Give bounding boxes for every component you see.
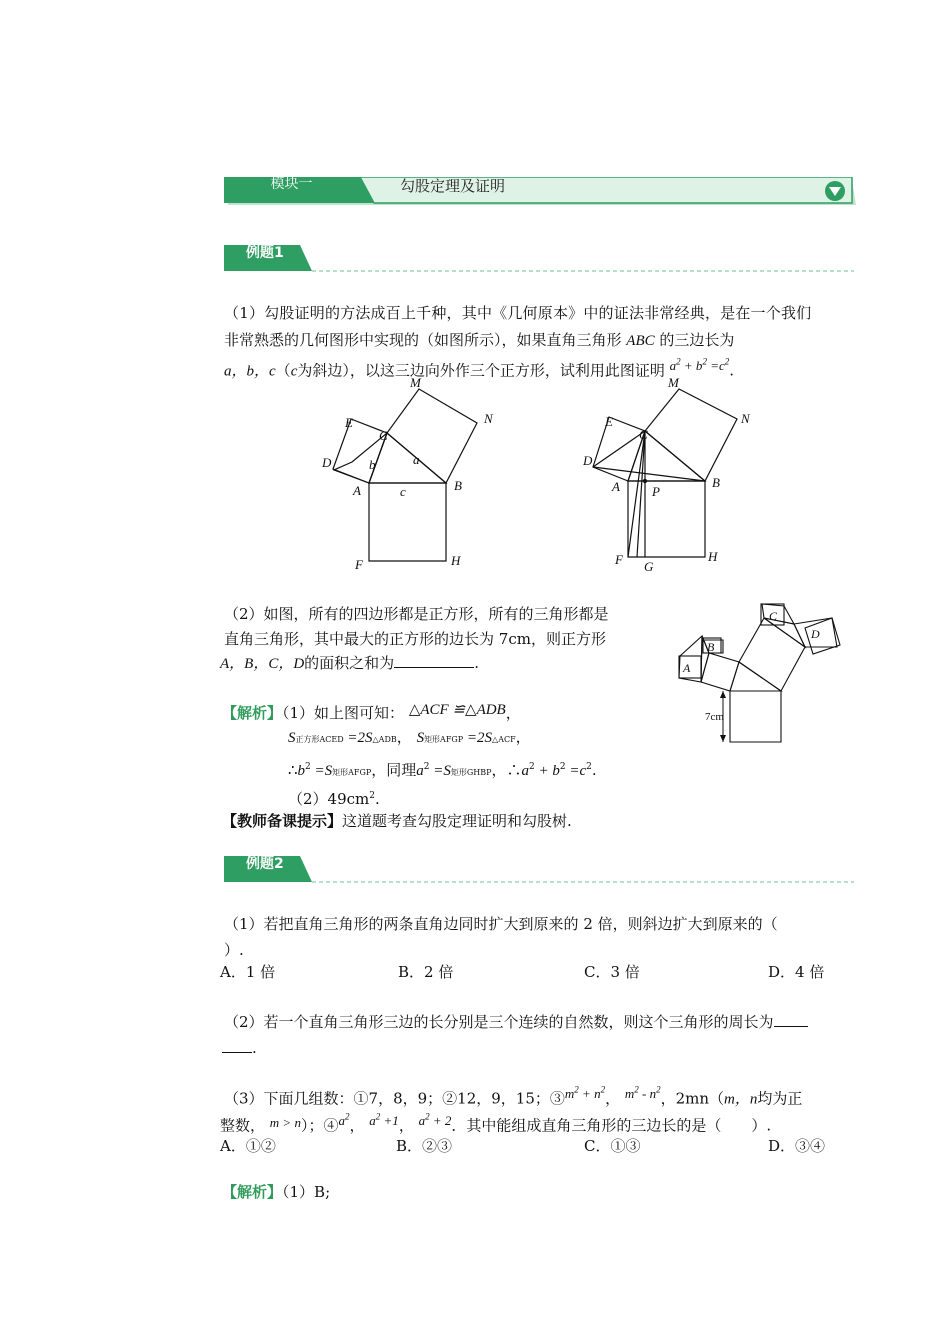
fig2-label-E: E — [605, 414, 613, 429]
pythagorean-formula: $a^2 + b^2 =c^2$ — [669, 357, 730, 374]
ex2-q3-option-a[interactable]: A．①② — [220, 1137, 276, 1155]
fig2-label-N: N — [741, 411, 750, 426]
fig2-label-H: H — [708, 549, 718, 564]
ex2-solution: 【解析】（1）B; — [222, 1183, 331, 1201]
fig2-label-B: B — [712, 475, 720, 490]
ex1-p2-line1: （2）如图，所有的四边形都是正方形，所有的三角形都是 — [224, 605, 609, 623]
module-label: 模块一 — [224, 177, 359, 203]
ex2-q1-option-c[interactable]: C．3 倍 — [584, 963, 640, 981]
fig3-label-A: A — [683, 661, 691, 675]
ex1-p1-line1: （1）勾股证明的方法成百上千种，其中《几何原本》中的证法非常经典，是在一个我们 — [224, 304, 812, 322]
module-title: 勾股定理及证明 — [400, 177, 506, 195]
ex1-teacher-tip: 【教师备课提示】这道题考查勾股定理证明和勾股树. — [222, 812, 572, 830]
ex1-solution-line4: $(2)49cm^2$. — [288, 790, 380, 808]
ex2-q1-option-b[interactable]: B．2 倍 — [398, 963, 454, 981]
ex1-p2-line3: A，B，C，D的面积之和为 . — [220, 654, 479, 672]
ex1-solution-line1: 【解析】（1）如上图可知： △ACF ≌△ADB， — [222, 702, 521, 722]
fig3-label-C: C — [769, 609, 778, 623]
fig1-label-C: C — [379, 428, 388, 443]
fig2-label-G: G — [644, 559, 654, 574]
ex2-q1-line2: ）. — [224, 941, 244, 959]
chevron-down-icon — [824, 180, 846, 202]
ex1-p2-line2: 直角三角形，其中最大的正方形的边长为 7cm，则正方形 — [224, 630, 606, 648]
fig1-label-B: B — [454, 478, 462, 493]
collapse-toggle-button[interactable] — [824, 180, 846, 202]
q2-answer-blank[interactable] — [774, 1012, 808, 1027]
ex2-q2-line1: （2）若一个直角三角形三边的长分别是三个连续的自然数，则这个三角形的周长为 — [224, 1012, 808, 1032]
ex1-p1-line3: a，b，c（c为斜边），以这三边向外作三个正方形，试利用此图证明 $a^2 + b^2 =c^2$. — [224, 357, 735, 380]
ex2-q3-line1: （3）下面几组数：①7，8，9；②12，9，15；$③m^2 + n^2$， $m^2 - n^2$，2mn（m，n均为正 — [224, 1085, 803, 1108]
example1-tab-label: 例题1 — [246, 245, 284, 261]
ex2-q1-option-a[interactable]: A．1 倍 — [220, 963, 276, 981]
ex1-solution-line2: S正方形ACED =2S△ADB， S矩形AFGP =2S△ACF， — [288, 728, 531, 746]
fig2-label-F: F — [615, 552, 623, 567]
figure-euclid-proof-detailed — [575, 375, 775, 575]
ex2-q1-line1: （1）若把直角三角形的两条直角边同时扩大到原来的 2 倍，则斜边扩大到原来的（ — [224, 915, 778, 933]
example1-tab — [224, 245, 854, 275]
fig1-label-E: E — [345, 415, 353, 430]
ex2-q3-option-b[interactable]: B．②③ — [396, 1137, 453, 1155]
ex2-q3-option-c[interactable]: C．①③ — [584, 1137, 641, 1155]
ex1-solution-line3: $\therefore b^2 =S$矩形AFGP，同理$a^2 =S$矩形GHBP，$\therefore a^2 + b^2 =c^2$. — [288, 761, 597, 779]
fig1-label-a: a — [413, 452, 420, 467]
fig2-label-A: A — [612, 479, 620, 494]
ex1-p1-line2: 非常熟悉的几何图形中实现的（如图所示），如果直角三角形 ABC 的三边长为 — [224, 331, 735, 349]
ex2-q2-line2: . — [222, 1038, 257, 1058]
fig1-label-F: F — [355, 557, 363, 572]
fig2-label-M: M — [668, 375, 679, 390]
fig1-label-M: M — [410, 375, 421, 390]
fig1-label-c: c — [400, 484, 406, 499]
fig2-label-P: P — [652, 484, 660, 499]
ex2-q1-option-d[interactable]: D．4 倍 — [768, 963, 825, 981]
fig1-label-b: b — [369, 457, 376, 472]
fig1-label-D: D — [322, 455, 332, 470]
example2-tab — [224, 856, 854, 886]
fig1-label-A: A — [353, 483, 361, 498]
ex2-q3-option-d[interactable]: D．③④ — [768, 1137, 826, 1155]
fig1-label-H: H — [451, 553, 461, 568]
answer-blank[interactable] — [394, 653, 474, 668]
fig2-label-C: C — [639, 427, 648, 442]
figure-euclid-proof — [315, 375, 515, 575]
example2-tab-label: 例题2 — [246, 856, 284, 872]
fig1-label-N: N — [484, 411, 493, 426]
fig3-label-D: D — [811, 627, 820, 641]
fig3-label-B: B — [707, 640, 715, 654]
figure-pythagoras-tree — [675, 600, 850, 750]
fig3-label-7cm: 7cm — [705, 711, 724, 723]
ex2-q3-line2: 整数， m > n）；$④a^2$， $a^2 +1$， $a^2 + 2$．其中能组成直角三角形的三边长的是（ ）. — [220, 1112, 772, 1135]
fig2-label-D: D — [583, 453, 593, 468]
